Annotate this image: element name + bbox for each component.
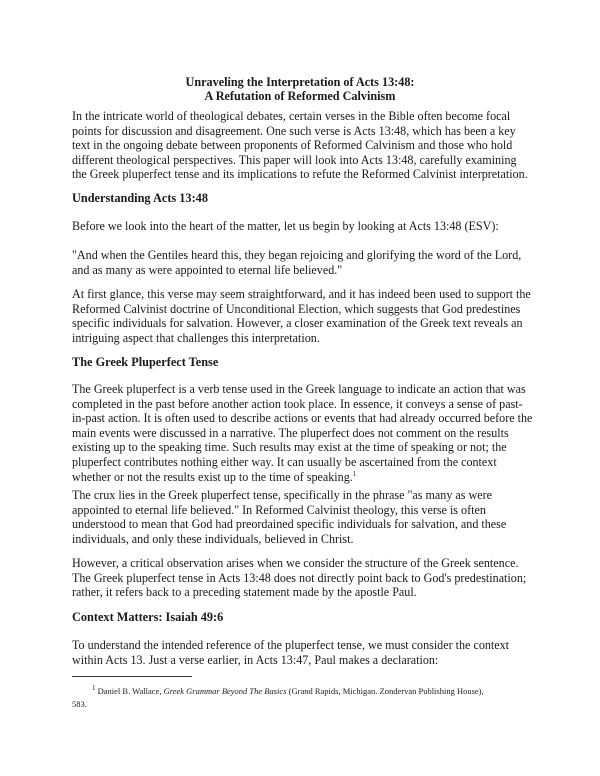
footnote-publisher: (Grand Rapids, Michigan. Zondervan Publishing House), (286, 686, 484, 696)
section-heading-understanding: Understanding Acts 13:48 (72, 191, 208, 205)
footnote-mark: 1 (92, 684, 96, 693)
intro-paragraph: In the intricate world of theological debates, certain verses in the Bible often become focal points for discussion and disagreement. One such verse is Acts 13:48, which has been a key text in the ongoing debate between proponents of Reformed Calvinism and those who hold different theological perspectives. This paper will look into Acts 13:48, carefully examining the Greek pluperfect tense and its implications to refute the Reformed Calvinist interpretation. (72, 109, 528, 182)
paragraph-crux: The crux lies in the Greek pluperfect tense, specifically in the phrase "as many as were appointed to eternal life believed." In Reformed Calvinist theology, this verse is often understood to mean that God had preordained specific individuals for salvation, and these individuals, and only these individuals, believed in Christ. (72, 488, 507, 546)
footnote-author: Daniel B. Wallace, (97, 686, 164, 696)
footnote-page: 583. (72, 699, 87, 709)
section-heading-context: Context Matters: Isaiah 49:6 (72, 610, 224, 624)
paragraph-before-quote: Before we look into the heart of the matter, let us begin by looking at Acts 13:48 (ESV): (72, 219, 499, 233)
footnote-book-title: Greek Grammar Beyond The Basics (163, 686, 287, 696)
paragraph-critical-observation: However, a critical observation arises when we consider the structure of the Greek sentence. The Greek pluperfect tense in Acts 13:48 does not directly point back to God's predestination; rather, it refers back to a preceding statement made by the apostle Paul. (72, 556, 527, 600)
paragraph-first-glance: At first glance, this verse may seem straightforward, and it has indeed been used to support the Reformed Calvinist doctrine of Unconditional Election, which suggests that God predestines specific individuals for salvation. However, a closer examination of the Greek text reveals an intriguing aspect that challenges this interpretation. (72, 287, 531, 345)
scripture-quote: "And when the Gentiles heard this, they began rejoicing and glorifying the word of the Lord, and as many as were appointed to eternal life believed." (72, 248, 522, 277)
section-heading-pluperfect: The Greek Pluperfect Tense (72, 355, 219, 369)
paragraph-pluperfect-text: The Greek pluperfect is a verb tense used in the Greek language to indicate an action that was completed in the past before another action took place. In essence, it conveys a sense of past-in-past action. It is often used to describe actions or events that had already occurred before the main events were discussed in a narrative. The pluperfect does not comment on the results existing up to the speaking time. Such results may exist at the time of speaking or not; the pluperfect contributes nothing either way. It can usually be ascertained from the context whether or not the results exist up to the time of speaking. (72, 382, 533, 484)
footnote-divider (72, 676, 192, 677)
document-title-line-1: Unraveling the Interpretation of Acts 13:48: (185, 75, 415, 89)
paragraph-pluperfect-definition (72, 382, 534, 484)
footnote-reference-mark: 1 (352, 469, 357, 478)
document-title-line-2: A Refutation of Reformed Calvinism (204, 89, 396, 103)
footnote (72, 685, 542, 711)
paragraph-context: To understand the intended reference of the pluperfect tense, we must consider the context within Acts 13. Just a verse earlier, in Acts 13:47, Paul makes a declaration: (72, 638, 510, 667)
